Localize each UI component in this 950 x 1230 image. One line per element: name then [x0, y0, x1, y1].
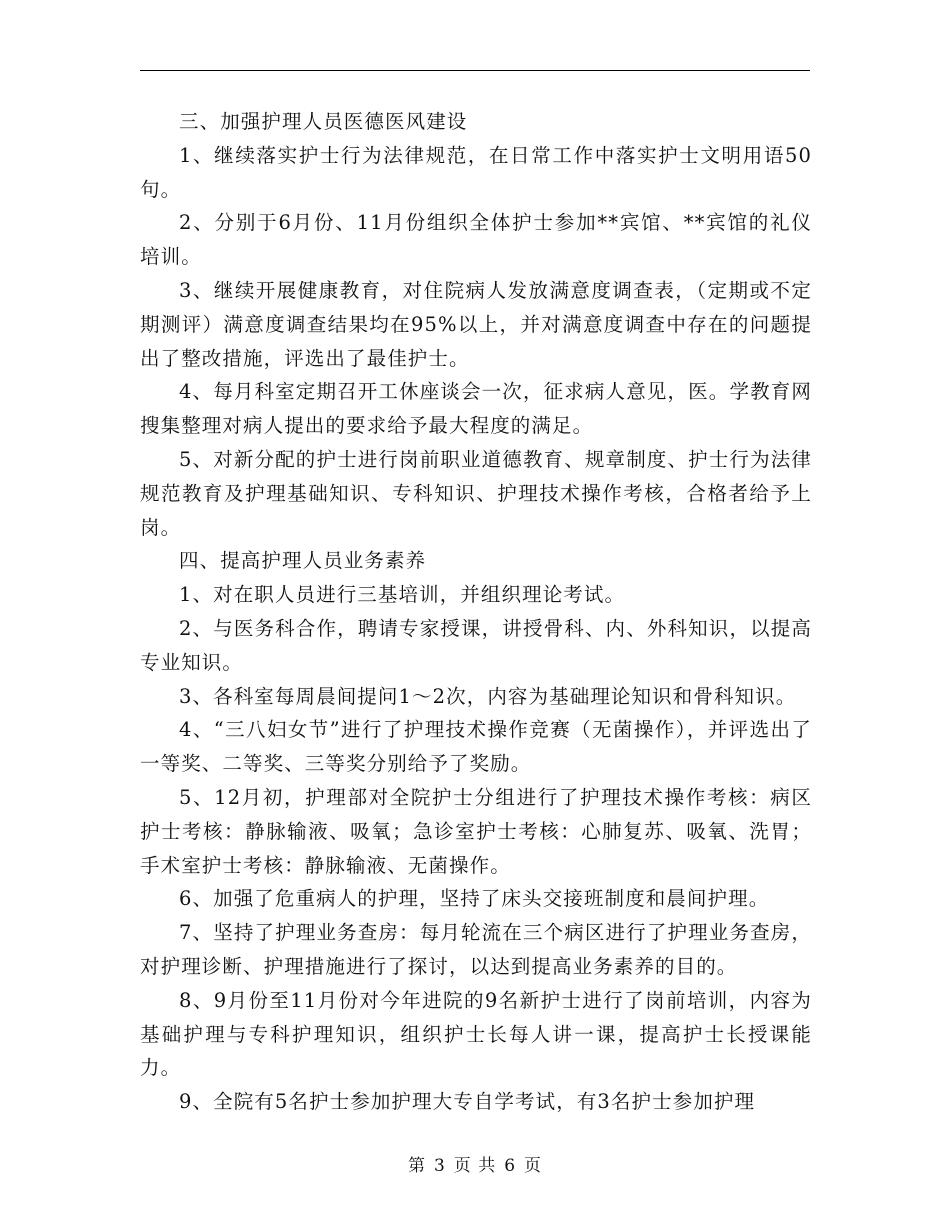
paragraph-item: 5、12月初，护理部对全院护士分组进行了护理技术操作考核：病区护士考核：静脉输液、吸氧；急诊室护士考核：心肺复苏、吸氧、洗胃；手术室护士考核：静脉输液、无菌操作。: [140, 785, 812, 877]
paragraph-item: 2、分别于6月份、11月份组织全体护士参加**宾馆、**宾馆的礼仪培训。: [140, 211, 812, 269]
paragraph-item: 1、对在职人员进行三基培训，并组织理论考试。: [179, 583, 626, 607]
page-label-prefix: 第: [407, 1156, 426, 1176]
paragraph-item: 2、与医务科合作，聘请专家授课，讲授骨科、内、外科知识，以提高专业知识。: [140, 616, 812, 674]
document-body: [140, 105, 812, 1119]
paragraph-item: 6、加强了危重病人的护理，坚持了床头交接班制度和晨间护理。: [179, 887, 770, 911]
paragraph-item: 5、对新分配的护士进行岗前职业道德教育、规章制度、护士行为法律规范教育及护理基础知识、专科知识、护理技术操作考核，合格者给予上岗。: [140, 447, 812, 539]
paragraph-item: 7、坚持了护理业务查房：每月轮流在三个病区进行了护理业务查房，对护理诊断、护理措施进行了探讨，以达到提高业务素养的目的。: [140, 921, 812, 978]
paragraph-item: 9、全院有5名护士参加护理大专自学考试，有3名护士参加护理: [179, 1090, 756, 1114]
section-heading-3: 三、加强护理人员医德医风建设: [179, 110, 468, 133]
total-pages-number: 6: [504, 1156, 517, 1176]
section-heading-4: 四、提高护理人员业务素养: [179, 549, 427, 573]
paragraph-item: 4、每月科室定期召开工休座谈会一次，征求病人意见，医。学教育网搜集整理对病人提出的要求给予最大程度的满足。: [140, 380, 812, 438]
header-rule: [140, 70, 810, 71]
current-page-number: 3: [433, 1156, 446, 1176]
paragraph-item: 3、继续开展健康教育，对住院病人发放满意度调查表，（定期或不定期测评）满意度调查结果均在95%以上，并对满意度调查中存在的问题提出了整改措施，评选出了最佳护士。: [140, 278, 812, 370]
page-label-suffix: 页: [524, 1156, 543, 1176]
paragraph-item: 3、各科室每周晨间提问1～2次，内容为基础理论知识和骨科知识。: [179, 684, 797, 708]
paragraph-item: 4、“三八妇女节”进行了护理技术操作竞赛（无菌操作），并评选出了一等奖、二等奖、三等奖分别给予了奖励。: [140, 718, 812, 776]
page-label-mid: 页 共: [453, 1156, 497, 1176]
paragraph-item: 8、9月份至11月份对今年进院的9名新护士进行了岗前培训，内容为基础护理与专科护理知识，组织护士长每人讲一课，提高护士长授课能力。: [140, 988, 812, 1080]
paragraph-item: 1、继续落实护士行为法律规范，在日常工作中落实护士文明用语50句。: [140, 143, 812, 201]
page-footer: [0, 1151, 950, 1176]
